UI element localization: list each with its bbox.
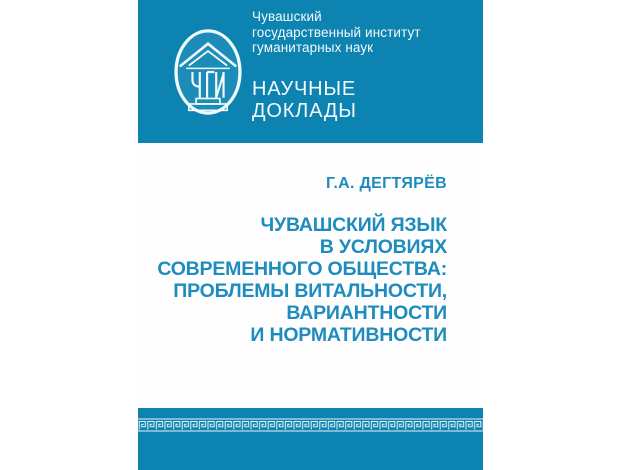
series-title-line: НАУЧНЫЕ <box>252 78 357 100</box>
book-title-line: ВАРИАНТНОСТИ <box>286 302 447 324</box>
book-cover <box>138 0 483 470</box>
header-band <box>138 0 483 143</box>
book-title-line: И НОРМАТИВНОСТИ <box>250 324 447 346</box>
series-title <box>252 78 357 122</box>
footer-band <box>138 408 483 470</box>
org-name-line: государственный институт <box>252 24 421 40</box>
series-title-line: ДОКЛАДЫ <box>252 100 357 122</box>
meander-border-icon <box>138 418 483 432</box>
book-title-line: СОВРЕМЕННОГО ОБЩЕСТВА: <box>157 258 447 280</box>
book-title-line: ЧУВАШСКИЙ ЯЗЫК <box>260 214 447 236</box>
org-name-line: гуманитарных наук <box>252 40 374 55</box>
org-name-line: Чувашский <box>252 9 322 24</box>
book-title-line: В УСЛОВИЯХ <box>319 236 447 258</box>
author-name: Г.А. ДЕГТЯРЁВ <box>326 175 447 192</box>
book-title-line: ПРОБЛЕМЫ ВИТАЛЬНОСТИ, <box>173 280 447 302</box>
book-title <box>157 214 447 346</box>
org-name <box>252 9 421 56</box>
institute-emblem-icon <box>166 25 250 119</box>
